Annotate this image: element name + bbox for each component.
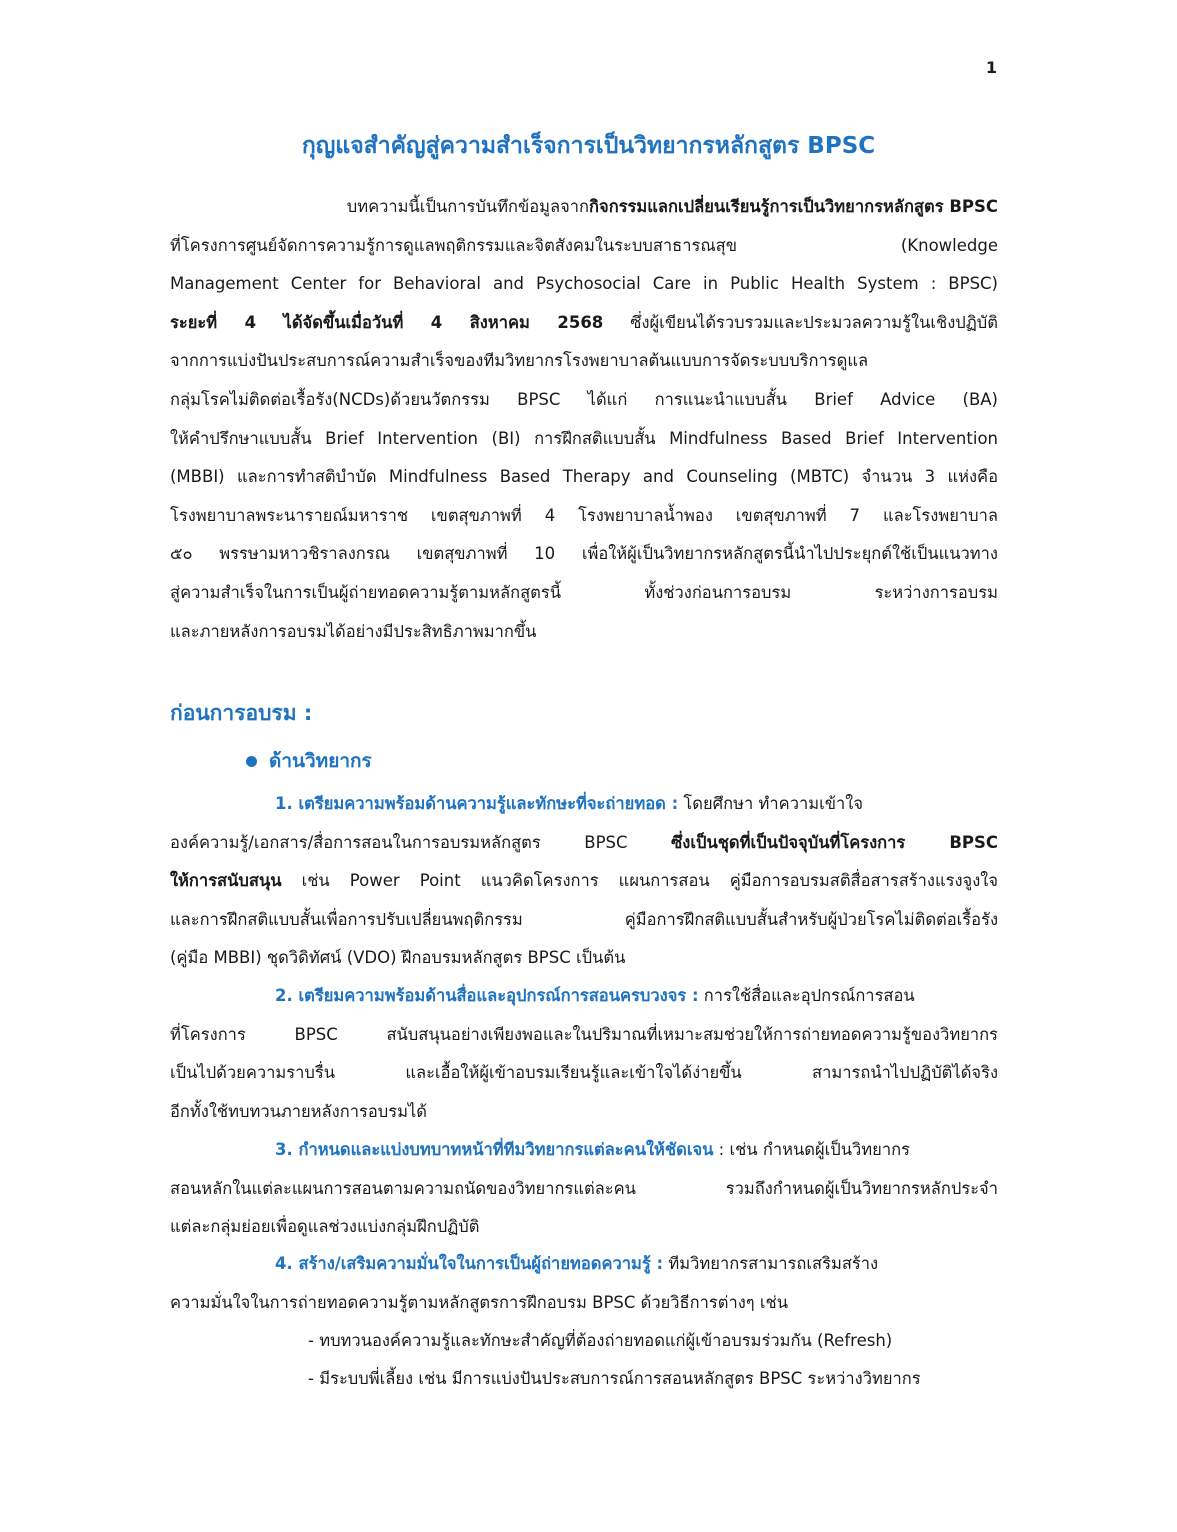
section-heading: ก่อนการอบรม : [170,701,313,725]
intro-line: ให้คำปรึกษาแบบสั้น Brief Intervention (BI) การฝึกสติแบบสั้น Mindfulness Based Brief Intervention [170,428,998,448]
page-number: 1 [985,58,997,77]
item-2-line: อีกทั้งใช้ทบทวนภายหลังการอบรมได้ [170,1101,427,1121]
intro-line: โรงพยาบาลพระนารายณ์มหาราช เขตสุขภาพที่ 4 โรงพยาบาลน้ำพอง เขตสุขภาพที่ 7 และโรงพยาบาล [170,505,998,525]
item-3-text: : เช่น กำหนดผู้เป็นวิทยากร [713,1140,910,1159]
sub-item-mentor: - มีระบบพี่เลี้ยง เช่น มีการแบ่งปันประสบการณ์การสอนหลักสูตร BPSC ระหว่างวิทยากร [308,1369,921,1388]
item-1-line: (คู่มือ MBBI) ชุดวิดิทัศน์ (VDO) ฝึกอบรมหลักสูตร BPSC เป็นต้น [170,948,626,968]
intro-paragraph [170,188,998,651]
item-4 [170,1245,998,1322]
item-3-heading: 3. กำหนดและแบ่งบทบาทหน้าที่ทีมวิทยากรแต่ละคนให้ชัดเจน [275,1140,714,1159]
item-1-bold: ให้การสนับสนุน [170,871,282,891]
intro-text: ซึ่งผู้เขียนได้รวบรวมและประมวลความรู้ในเชิงปฏิบัติ [603,312,998,332]
item-1-heading: 1. เตรียมความพร้อมด้านความรู้และทักษะที่จะถ่ายทอด : [275,794,679,813]
item-2-line: ที่โครงการ BPSC สนับสนุนอย่างเพียงพอและในปริมาณที่เหมาะสมช่วยให้การถ่ายทอดความรู้ของวิทยากร [170,1024,998,1044]
bullet-dot-icon [246,756,257,767]
bullet-item [246,746,372,776]
item-2-line: เป็นไปด้วยความราบรื่น และเอื้อให้ผู้เข้าอบรมเรียนรู้และเข้าใจได้ง่ายขึ้น สามารถนำไปปฏิบัติได้จริง [170,1063,998,1083]
intro-bold-date: จัดขึ้นเมื่อวันที่ 4 สิงหาคม 2568 [302,312,604,332]
intro-line: Management Center for Behavioral and Psychosocial Care in Public Health System : BPSC) [170,274,998,294]
item-3 [170,1131,998,1247]
item-1-line: และการฝึกสติแบบสั้นเพื่อการปรับเปลี่ยนพฤติกรรม คู่มือการฝึกสติแบบสั้นสำหรับผู้ป่วยโรคไม่ติดต่อเรื้อรัง [170,909,998,929]
document-title: กุญแจสำคัญสู่ความสำเร็จการเป็นวิทยากรหลักสูตร BPSC [301,133,876,159]
intro-line: ๕๐ พรรษามหาวชิราลงกรณ เขตสุขภาพที่ 10 เพื่อให้ผู้เป็นวิทยากรหลักสูตรนี้นำไปประยุกต์ใช้เป็นแนวทาง [170,544,998,564]
intro-line: กลุ่มโรคไม่ติดต่อเรื้อรัง(NCDs)ด้วยนวัตกรรม BPSC ได้แก่ การแนะนำแบบสั้น Brief Advice (BA) [170,389,998,409]
item-3-line: สอนหลักในแต่ละแผนการสอนตามความถนัดของวิทยากรแต่ละคน รวมถึงกำหนดผู้เป็นวิทยากรหลักประจำ [170,1178,998,1198]
intro-line: และภายหลังการอบรมได้อย่างมีประสิทธิภาพมากขึ้น [170,621,537,641]
item-1-text: เช่น Power Point แนวคิดโครงการ แผนการสอน คู่มือการอบรมสติสื่อสารสร้างแรงจูงใจ [281,871,998,891]
item-4-line: ความมั่นใจในการถ่ายทอดความรู้ตามหลักสูตรการฝึกอบรม BPSC ด้วยวิธีการต่างๆ เช่น [170,1292,789,1312]
item-1-text: องค์ความรู้/เอกสาร/สื่อการสอนในการอบรมหลักสูตร BPSC [170,832,672,852]
intro-line: สู่ความสำเร็จในการเป็นผู้ถ่ายทอดความรู้ตามหลักสูตรนี้ ทั้งช่วงก่อนการอบรม ระหว่างการอบรม [170,582,998,602]
item-2-heading: 2. เตรียมความพร้อมด้านสื่อและอุปกรณ์การสอนครบวงจร : [275,986,699,1005]
intro-bold-activity: กิจกรรมแลกเปลี่ยนเรียนรู้การเป็นวิทยากรหลักสูตร BPSC [589,197,998,216]
intro-line: ที่โครงการศูนย์จัดการความรู้การดูแลพฤติกรรมและจิตสังคมในระบบสาธารณสุข (Knowledge [170,235,998,255]
intro-line: จากการแบ่งปันประสบการณ์ความสำเร็จของทีมวิทยากรโรงพยาบาลต้นแบบการจัดระบบบริการดูแล [170,351,869,371]
item-1-text: โดยศึกษา ทำความเข้าใจ [678,794,864,813]
item-4-heading: 4. สร้าง/เสริมความมั่นใจในการเป็นผู้ถ่ายทอดความรู้ : [275,1254,664,1273]
item-2-text: การใช้สื่อและอุปกรณ์การสอน [698,986,915,1005]
item-2 [170,977,998,1131]
item-4-text: ทีมวิทยากรสามารถเสริมสร้าง [663,1254,879,1273]
intro-text: บทความนี้เป็นการบันทึกข้อมูลจาก [346,197,590,216]
item-1-bold: ซึ่งเป็นชุดที่เป็นปัจจุบันที่โครงการ BPSC [671,832,998,852]
sub-item-refresh: - ทบทวนองค์ความรู้และทักษะสำคัญที่ต้องถ่ายทอดแก่ผู้เข้าอบรมร่วมกัน (Refresh) [308,1331,893,1350]
item-1 [170,785,998,978]
intro-bold-phase: ระยะที่ 4 ได้ [170,312,303,332]
item-3-line: แต่ละกลุ่มย่อยเพื่อดูแลช่วงแบ่งกลุ่มฝึกปฏิบัติ [170,1217,480,1237]
bullet-label: ด้านวิทยากร [269,750,372,772]
intro-line: (MBBI) และการทำสติบำบัด Mindfulness Based Therapy and Counseling (MBTC) จำนวน 3 แห่งคือ [170,467,998,487]
